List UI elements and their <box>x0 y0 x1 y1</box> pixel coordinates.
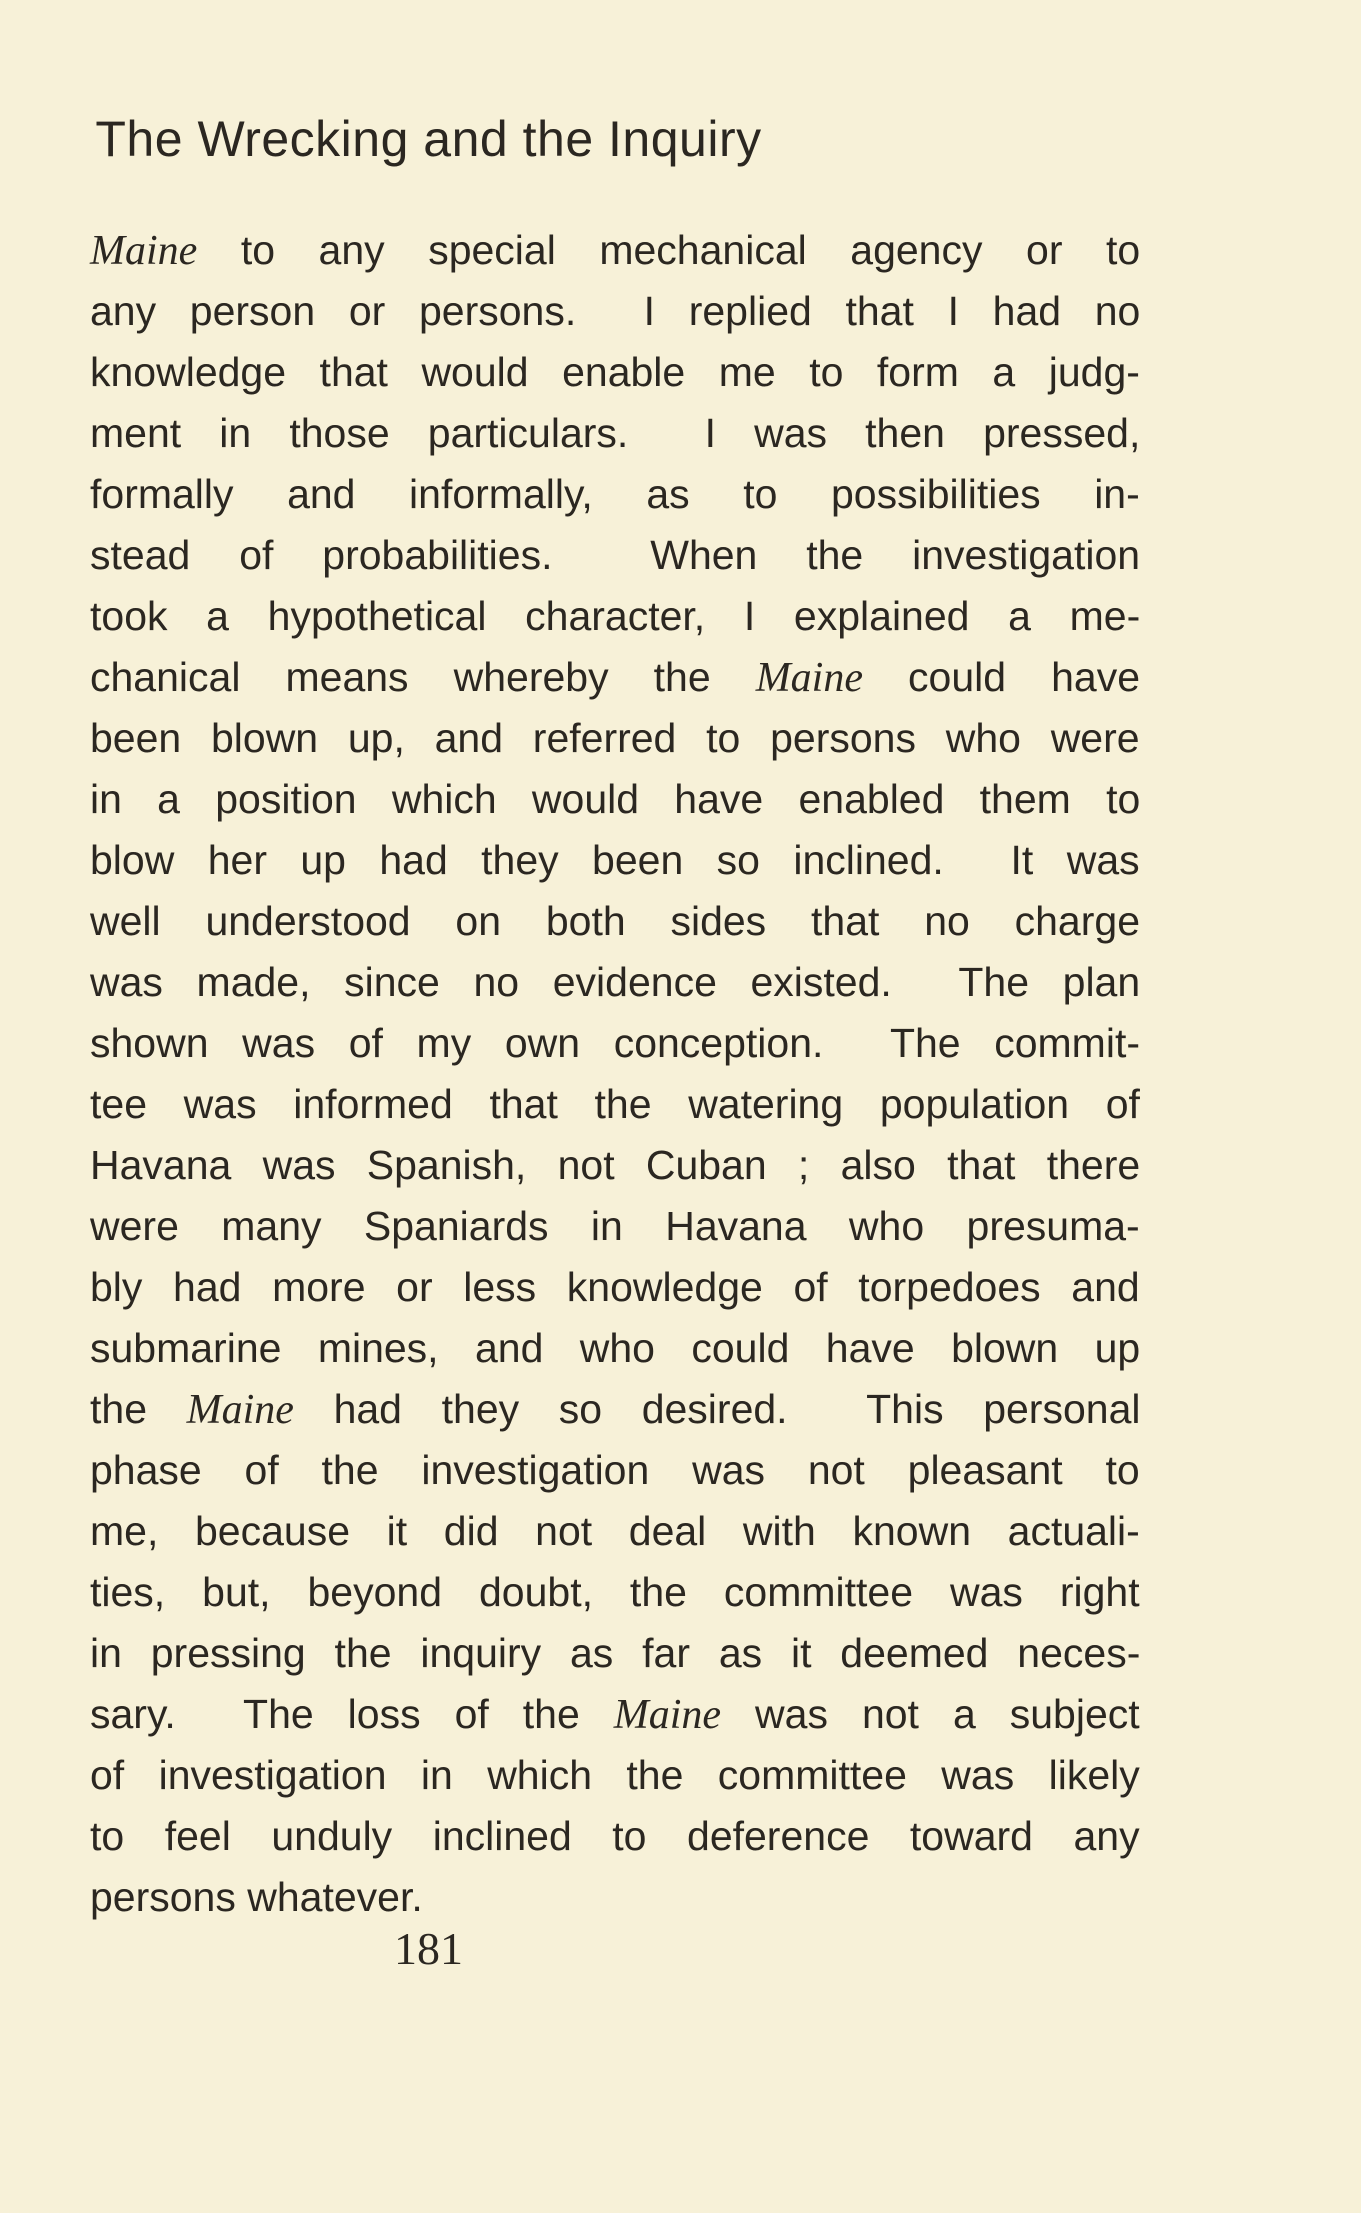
text-line <box>90 1074 1140 1135</box>
text-segment: in pressing the inquiry as far as it deemed neces- <box>90 1630 1141 1676</box>
italic-ship-name: Maine <box>755 655 863 701</box>
italic-ship-name: Maine <box>613 1692 722 1738</box>
text-line <box>90 342 1140 403</box>
text-segment: took a hypothetical character, I explained a me- <box>90 593 1141 639</box>
text-line <box>90 769 1140 830</box>
text-line <box>90 1623 1140 1684</box>
text-segment: to any special mechanical agency or to <box>197 227 1141 273</box>
text-segment: well understood on both sides that no charge <box>90 898 1140 944</box>
text-line <box>90 1806 1140 1867</box>
text-segment: blow her up had they been so inclined. It was <box>90 837 1140 883</box>
text-segment: chanical means whereby the <box>90 654 756 700</box>
text-line <box>90 1562 1140 1623</box>
page-number <box>0 1922 1361 1975</box>
running-head-text: The Wrecking and the Inquiry <box>95 111 762 167</box>
text-line <box>90 1684 1140 1745</box>
text-line <box>90 891 1140 952</box>
running-head <box>0 110 1361 168</box>
italic-ship-name: Maine <box>90 228 198 274</box>
text-segment: in a position which would have enabled them to <box>90 776 1141 822</box>
text-segment: shown was of my own conception. The commit- <box>90 1020 1140 1066</box>
text-segment: stead of probabilities. When the investigation <box>90 532 1141 578</box>
text-line <box>90 1867 1140 1928</box>
text-segment: tee was informed that the watering population of <box>90 1081 1140 1127</box>
text-line <box>90 1135 1140 1196</box>
text-segment: submarine mines, and who could have blown up <box>90 1325 1141 1371</box>
text-segment: were many Spaniards in Havana who presuma- <box>90 1203 1140 1249</box>
text-line <box>90 1501 1140 1562</box>
text-line <box>90 1196 1140 1257</box>
text-segment: ment in those particulars. I was then pressed, <box>90 410 1141 456</box>
italic-ship-name: Maine <box>186 1387 294 1433</box>
text-segment: any person or persons. I replied that I had no <box>90 288 1141 334</box>
text-line <box>90 1745 1140 1806</box>
text-segment: persons whatever. <box>90 1874 423 1920</box>
text-segment: been blown up, and referred to persons who were <box>90 715 1140 761</box>
text-line <box>90 1257 1140 1318</box>
text-segment: me, because it did not deal with known actuali- <box>90 1508 1140 1554</box>
text-segment: knowledge that would enable me to form a judg- <box>90 349 1140 395</box>
text-line <box>90 830 1140 891</box>
text-line <box>90 403 1140 464</box>
text-segment: could have <box>862 654 1141 700</box>
text-segment: had they so desired. This personal <box>293 1386 1141 1432</box>
text-segment: was made, since no evidence existed. The plan <box>90 959 1141 1005</box>
text-segment: ties, but, beyond doubt, the committee was right <box>90 1569 1140 1615</box>
text-line <box>90 1440 1140 1501</box>
text-line <box>90 220 1140 281</box>
text-line <box>90 952 1140 1013</box>
page-number-text: 181 <box>394 1923 463 1974</box>
text-segment: the <box>90 1386 187 1432</box>
text-segment: was not a subject <box>721 1691 1140 1737</box>
text-line <box>90 464 1140 525</box>
text-line <box>90 647 1140 708</box>
body-text <box>90 220 1140 1928</box>
text-segment: sary. The loss of the <box>90 1691 614 1737</box>
text-segment: bly had more or less knowledge of torpedoes and <box>90 1264 1140 1310</box>
text-segment: formally and informally, as to possibilities in- <box>90 471 1140 517</box>
text-segment: of investigation in which the committee was likely <box>90 1752 1140 1798</box>
text-line <box>90 586 1140 647</box>
text-line <box>90 281 1140 342</box>
text-line <box>90 708 1140 769</box>
text-line <box>90 1318 1140 1379</box>
text-segment: to feel unduly inclined to deference toward any <box>90 1813 1140 1859</box>
text-line <box>90 525 1140 586</box>
text-segment: phase of the investigation was not pleasant to <box>90 1447 1140 1493</box>
text-segment: Havana was Spanish, not Cuban ; also that there <box>90 1142 1141 1188</box>
text-line <box>90 1013 1140 1074</box>
text-line <box>90 1379 1140 1440</box>
